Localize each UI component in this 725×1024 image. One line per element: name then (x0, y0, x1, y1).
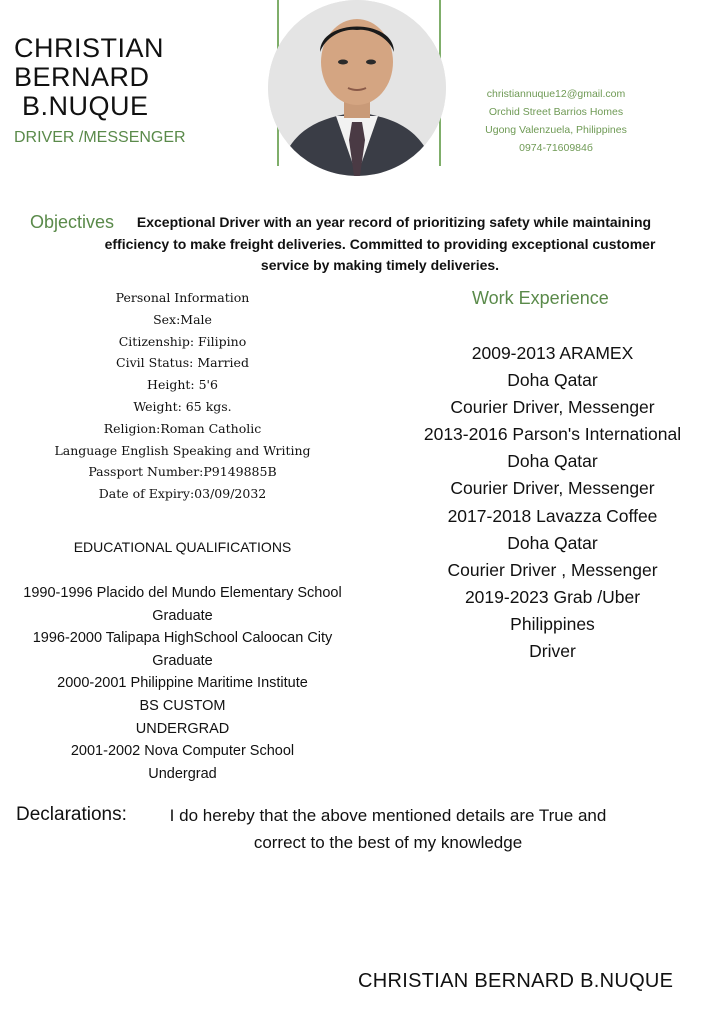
work-line: Philippines (510, 613, 595, 634)
personal-line: Height: 5'6 (147, 377, 218, 393)
signature-name: CHRISTIAN BERNARD B.NUQUE (358, 970, 674, 992)
address-street: Orchid Street Barrios Homes (488, 106, 624, 118)
work-line: Doha Qatar (507, 451, 598, 472)
work-line: Doha Qatar (507, 532, 598, 553)
work-line: Courier Driver , Messenger (447, 559, 658, 580)
work-line: Courier Driver, Messenger (450, 478, 655, 499)
work-line: Courier Driver, Messenger (450, 397, 655, 418)
phone: 0974-7160984б (519, 142, 593, 154)
email: christiannuque12@gmail.com (486, 88, 626, 100)
job-title: DRIVER /MESSENGER (14, 129, 186, 146)
education-line: Undergrad (148, 765, 217, 782)
work-line: 2017-2018 Lavazza Coffee (447, 505, 658, 526)
personal-line: Citizenship: Filipino (118, 333, 247, 349)
education-line: 2001-2002 Nova Computer School (70, 743, 295, 760)
personal-line: Passport Number:P9149885B (88, 464, 277, 480)
work-line: Driver (529, 641, 576, 662)
personal-line: Language English Speaking and Writing (54, 442, 311, 458)
person-portrait-icon (268, 0, 446, 176)
education-line: 1996-2000 Talipapa HighSchool Caloocan City (32, 630, 333, 647)
personal-line: Civil Status: Married (116, 355, 249, 371)
objectives-heading: Objectives (30, 212, 115, 232)
personal-line: Sex:Male (153, 311, 212, 327)
personal-line: Personal Information (115, 290, 250, 305)
education-line: 2000-2001 Philippine Maritime Institute (57, 675, 308, 692)
contact-info (472, 85, 640, 157)
name-line-3: B.NUQUE (22, 91, 149, 121)
education-line: UNDERGRAD (135, 720, 230, 737)
declarations-heading: Declarations: (16, 804, 127, 825)
work-line: 2013-2016 Parson's International (423, 424, 682, 445)
education-line: Graduate (152, 652, 213, 669)
work-line: 2009-2013 ARAMEX (471, 343, 634, 363)
personal-line: Date of Expiry:03/09/2032 (98, 486, 267, 502)
education-line: 1990-1996 Placido del Mundo Elementary School (23, 585, 342, 601)
work-line: Doha Qatar (507, 370, 598, 391)
education-line: BS CUSTOM (139, 697, 226, 714)
work-line: 2019-2023 Grab /Uber (464, 586, 641, 607)
personal-line: Religion:Roman Catholic (103, 420, 262, 436)
work-experience-heading: Work Experience (472, 288, 609, 308)
education-line: Graduate (152, 607, 213, 624)
education-list (0, 582, 365, 785)
work-experience-list (400, 340, 705, 665)
personal-information (40, 287, 325, 505)
personal-line: Weight: 65 kgs. (133, 398, 232, 414)
name-line-1: CHRISTIAN (14, 33, 165, 63)
profile-photo (268, 0, 446, 176)
full-name (14, 34, 164, 121)
objectives-text: Exceptional Driver with an year record of prioritizing safety while maintaining efficiency to make freight deliveries. Committed to providing exceptional customer service by making timely deliveries. (104, 214, 656, 273)
education-heading: EDUCATIONAL QUALIFICATIONS (73, 539, 292, 555)
name-line-2: BERNARD (14, 62, 150, 92)
declarations-text: I do hereby that the above mentioned details are True and correct to the best of my knowledge (169, 806, 607, 852)
address-city: Ugong Valenzuela, Philippines (485, 124, 627, 136)
